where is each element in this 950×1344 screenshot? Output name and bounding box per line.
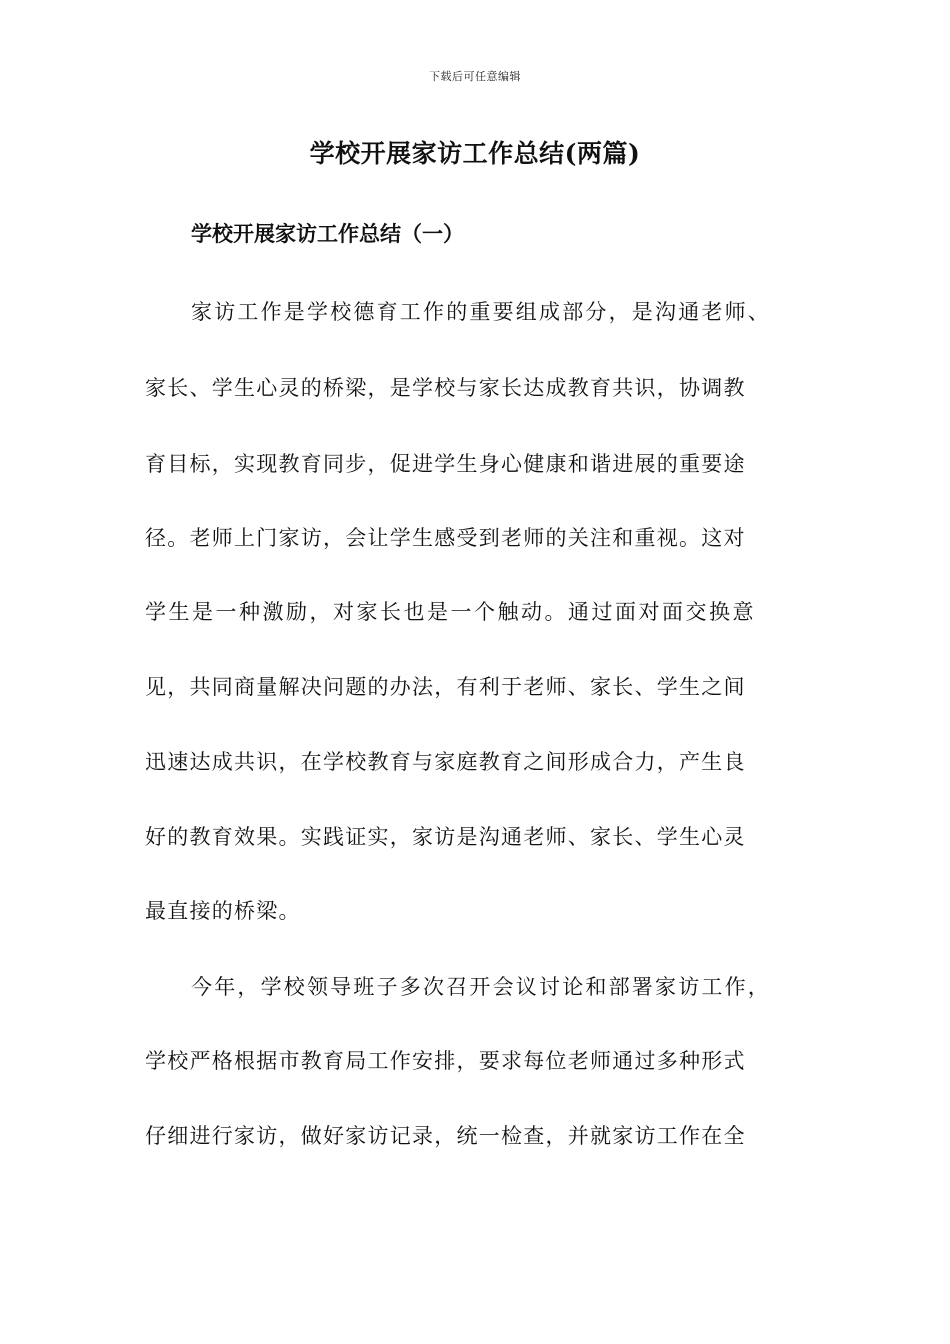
- paragraph-1-line-2: 家长、学生心灵的桥梁，是学校与家长达成教育共识，协调教: [145, 376, 746, 400]
- paragraph-1-line-7: 迅速达成共识，在学校教育与家庭教育之间形成合力，产生良: [145, 750, 746, 774]
- paragraph-1-line-3: 育目标，实现教育同步，促进学生身心健康和谐进展的重要途: [145, 452, 746, 476]
- paragraph-1-line-6: 见，共同商量解决问题的办法，有利于老师、家长、学生之间: [145, 675, 746, 699]
- paragraph-2-line-3: 仔细进行家访，做好家访记录，统一检查，并就家访工作在全: [145, 1124, 746, 1148]
- header-note: 下载后可任意编辑: [429, 70, 521, 83]
- section-heading: 学校开展家访工作总结（一）: [191, 221, 464, 246]
- paragraph-2-line-1: 今年，学校领导班子多次召开会议讨论和部署家访工作，: [191, 975, 771, 999]
- paragraph-1-line-1: 家访工作是学校德育工作的重要组成部分，是沟通老师、: [191, 300, 771, 324]
- paragraph-1-line-9: 最直接的桥梁。: [145, 899, 301, 923]
- paragraph-1-line-4: 径。老师上门家访，会让学生感受到老师的关注和重视。这对: [145, 526, 746, 550]
- document-title: 学校开展家访工作总结(两篇): [309, 139, 641, 168]
- paragraph-1-line-5: 学生是一种激励，对家长也是一个触动。通过面对面交换意: [145, 600, 756, 624]
- paragraph-1-line-8: 好的教育效果。实践证实，家访是沟通老师、家长、学生心灵: [145, 825, 746, 849]
- paragraph-2-line-2: 学校严格根据市教育局工作安排，要求每位老师通过多种形式: [145, 1049, 746, 1073]
